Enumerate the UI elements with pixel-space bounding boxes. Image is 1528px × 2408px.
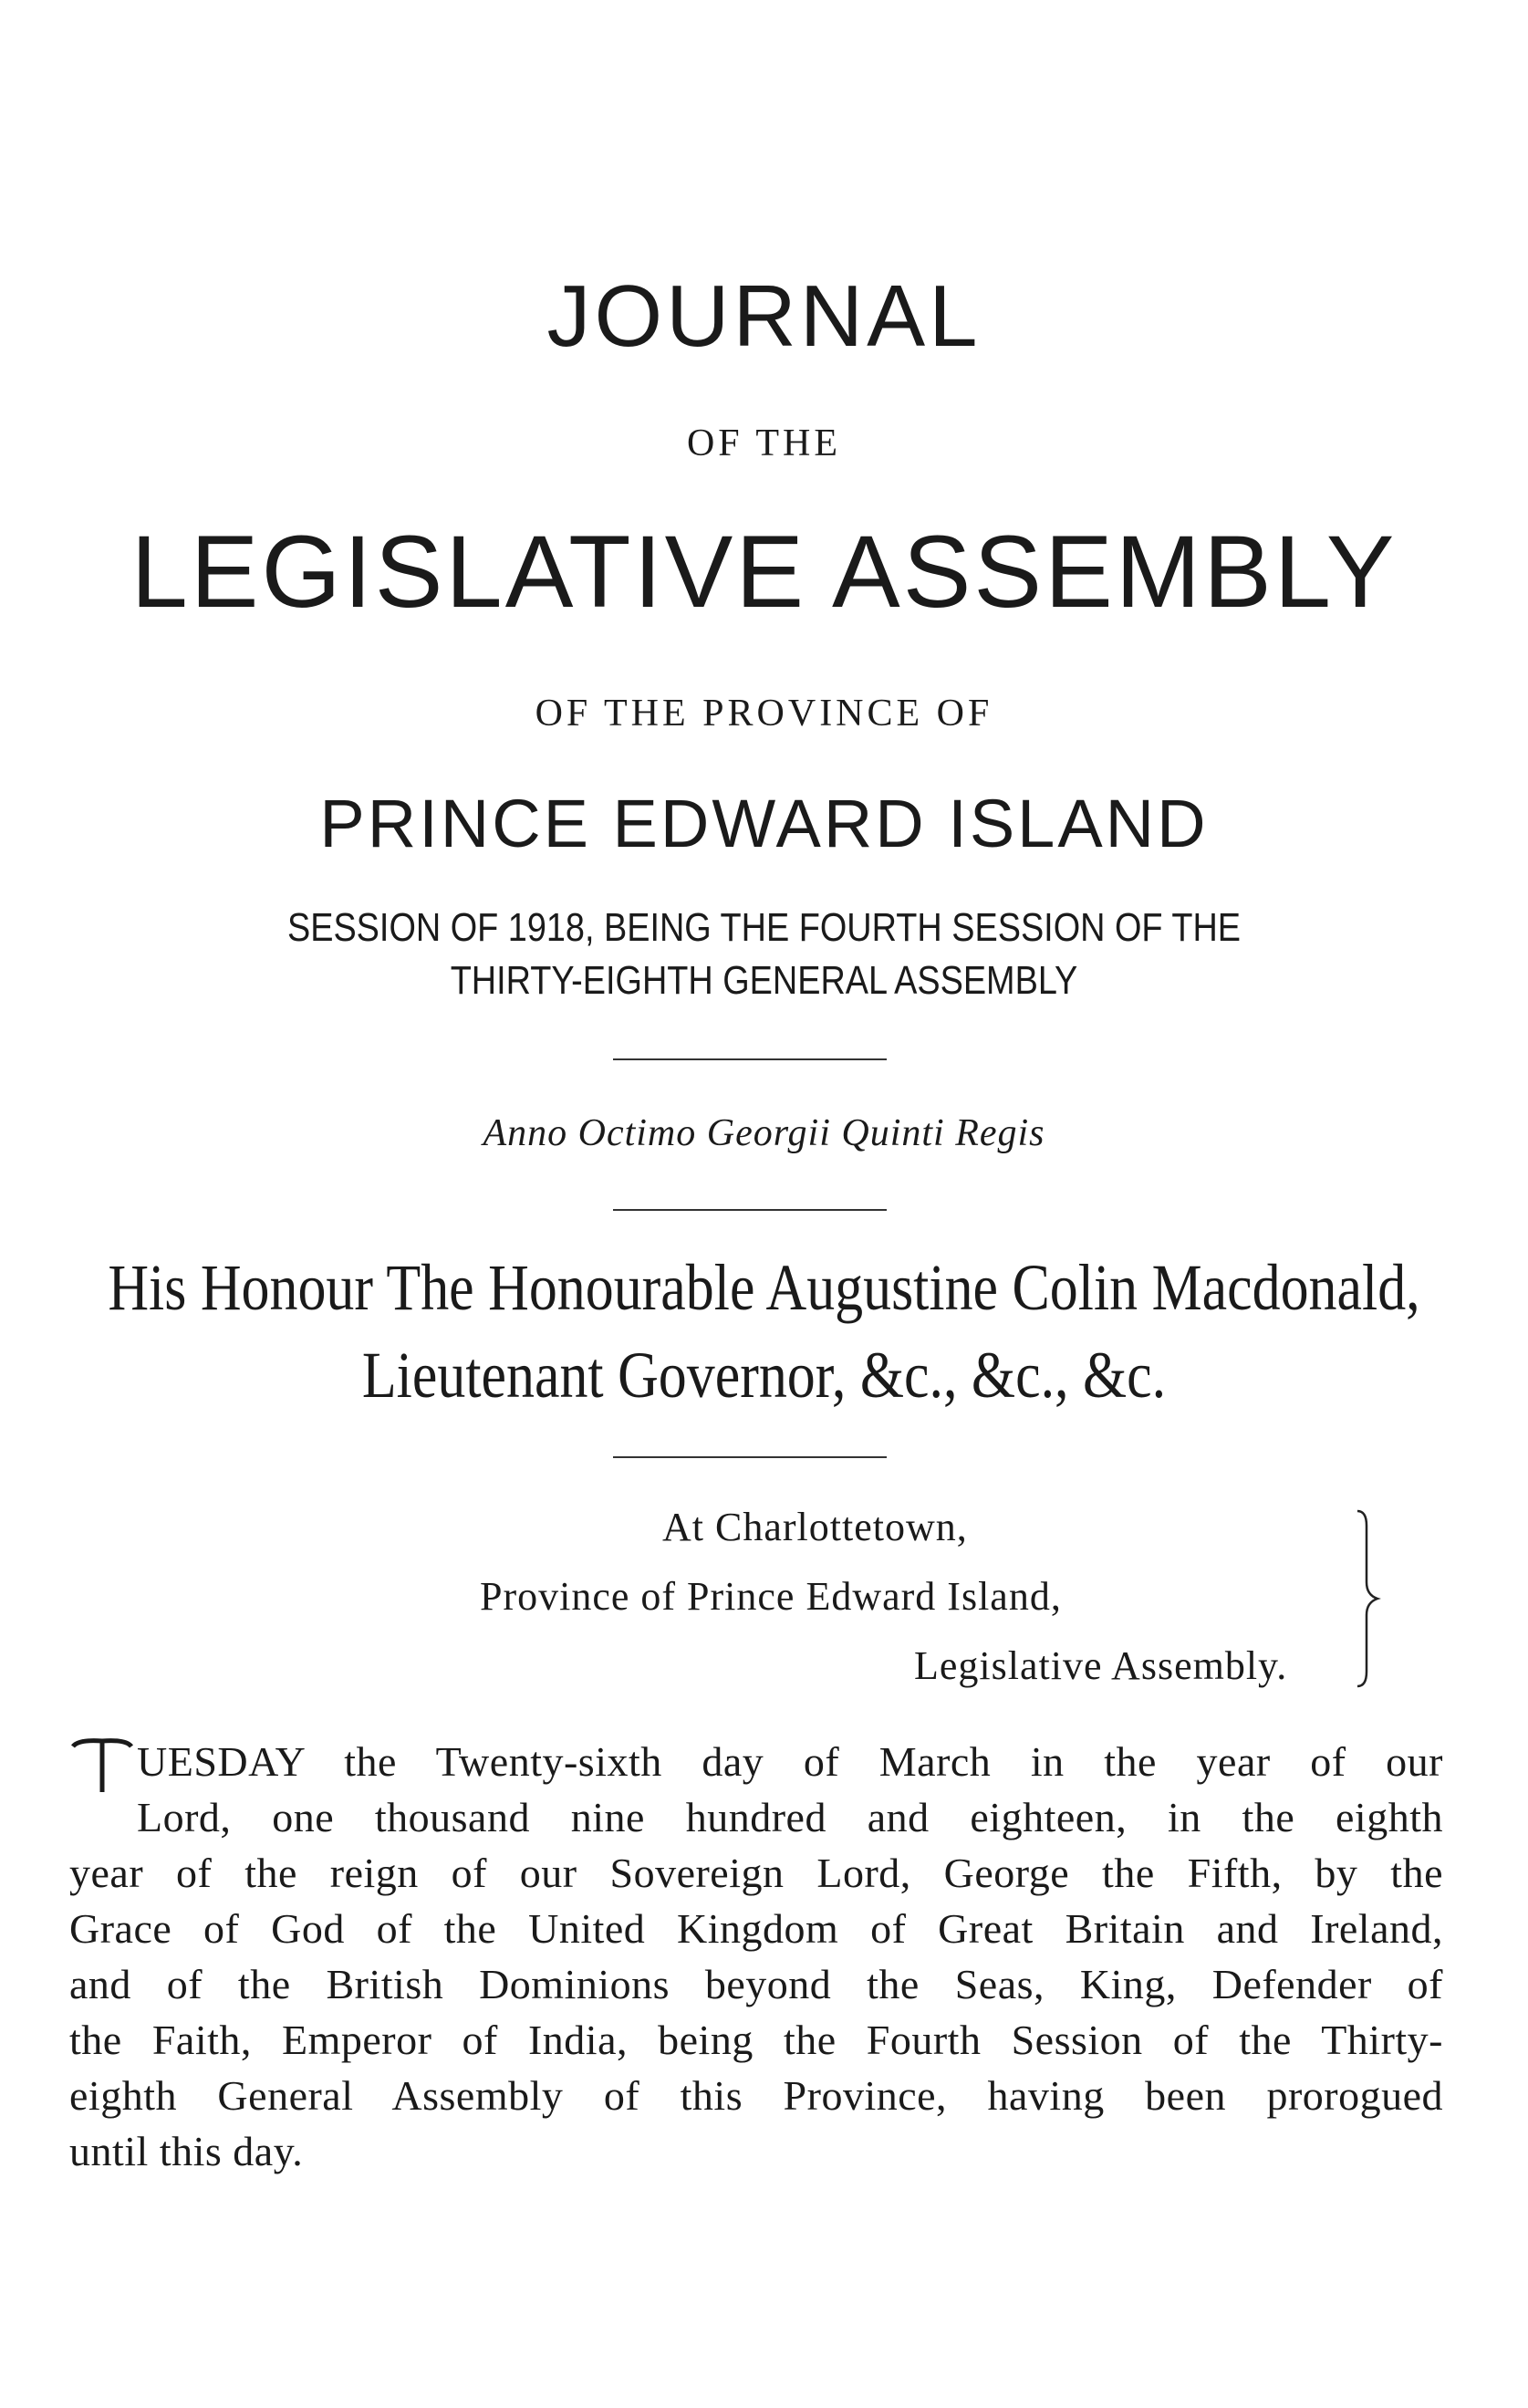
governor-line-2: Lieutenant Governor, &c., &c., &c. [361,1339,1167,1412]
address-line-3: Legislative Assembly. [914,1643,1288,1688]
paragraph-line-1: UESDAY the Twenty-sixth day of March in the year of our [137,1738,1443,1785]
opening-paragraph [69,1734,1443,2179]
divider-rule-1 [613,1058,887,1060]
divider-rule-2 [613,1209,887,1211]
province-name-heading: PRINCE EDWARD ISLAND [319,786,1209,861]
paragraph-line-7: eighth General Assembly of this Province, having been prorogued [69,2072,1443,2119]
address-line-1: At Charlottetown, [662,1505,968,1549]
province-of-subheading: OF THE PROVINCE OF [535,693,993,735]
address-brace-icon [1350,1507,1387,1690]
session-line-2: THIRTY-EIGHTH GENERAL ASSEMBLY [450,958,1078,1003]
divider-rule-3 [613,1456,887,1458]
journal-heading: JOURNAL [546,267,982,365]
session-line-1: SESSION OF 1918, BEING THE FOURTH SESSION OF THE [286,905,1242,950]
paragraph-line-4: Grace of God of the United Kingdom of Great Britain and Ireland, [69,1905,1443,1952]
paragraph-line-5: and of the British Dominions beyond the Seas, King, Defender of [69,1961,1443,2007]
of-the-subheading: OF THE [686,422,842,464]
paragraph-line-8: until this day. [69,2128,304,2174]
governor-line-1: His Honour The Honourable Augustine Colin Macdonald, [108,1251,1420,1324]
paragraph-line-6: the Faith, Emperor of India, being the Fourth Session of the Thirty- [69,2017,1443,2063]
paragraph-line-2: Lord, one thousand nine hundred and eighteen, in the eighth [137,1794,1443,1840]
regnal-year-line: Anno Octimo Georgii Quinti Regis [483,1112,1045,1154]
legislative-assembly-heading: LEGISLATIVE ASSEMBLY [130,515,1398,629]
paragraph-line-3: year of the reign of our Sovereign Lord, George the Fifth, by the [69,1850,1443,1896]
address-line-2: Province of Prince Edward Island, [480,1574,1062,1619]
